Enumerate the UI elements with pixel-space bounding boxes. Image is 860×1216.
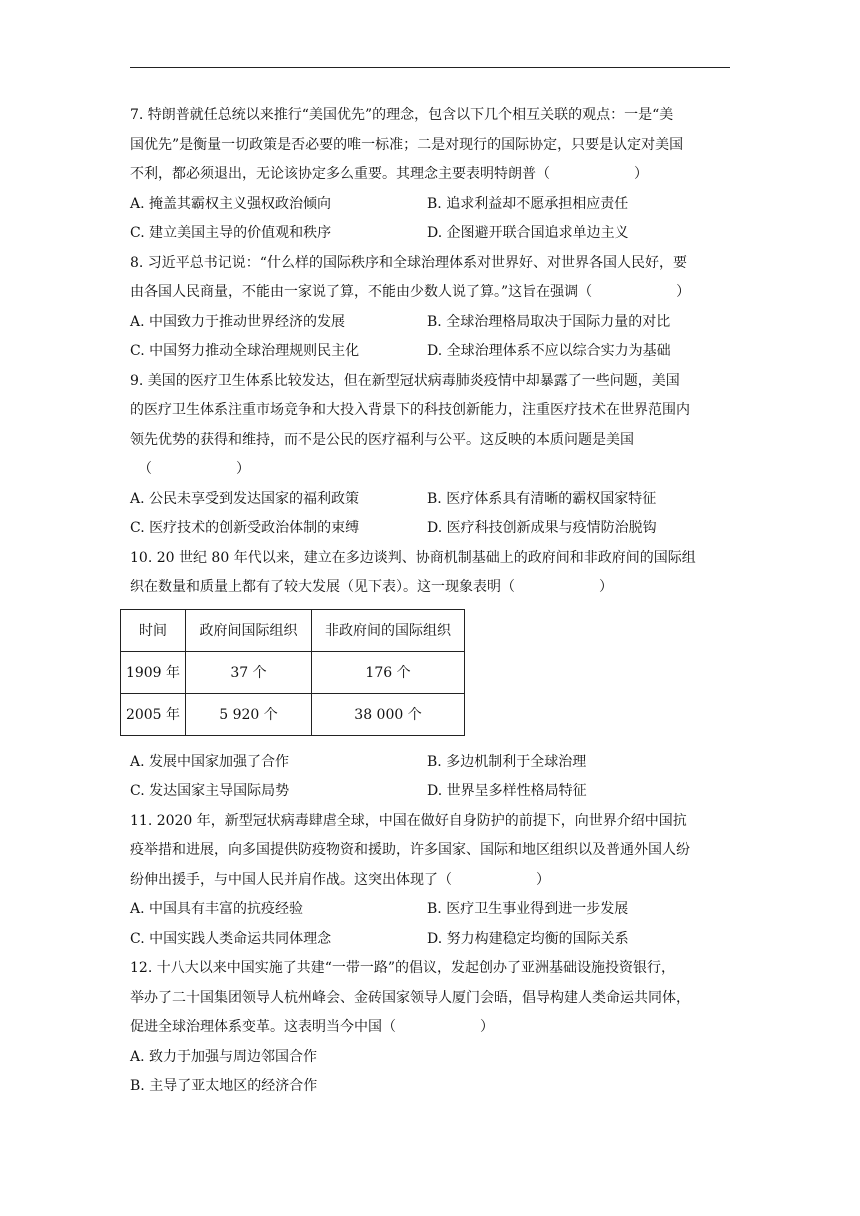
question-7	[130, 101, 730, 249]
option-b[interactable]: B. 多边机制利于全球治理	[427, 753, 587, 770]
option-d[interactable]: D. 努力构建稳定均衡的国际关系	[427, 930, 629, 947]
question-text: （ ）	[138, 461, 250, 477]
question-text: 不利，都必须退出，无论该协定多么重要。其理念主要表明特朗普（ ）	[130, 166, 648, 182]
question-text: 的医疗卫生体系注重市场竞争和大投入背景下的科技创新能力，注重医疗技术在世界范围内	[130, 402, 690, 418]
question-text: 国优先”是衡量一切政策是否必要的唯一标准；二是对现行的国际协定，只要是认定对美国	[130, 136, 684, 153]
option-c[interactable]: C. 建立美国主导的价值观和秩序	[130, 225, 332, 241]
header-rule	[130, 67, 730, 68]
option-row	[130, 925, 730, 955]
option-c[interactable]: C. 发达国家主导国际局势	[130, 783, 290, 799]
question-sheet	[125, 101, 730, 1102]
question-text: 12. 十八大以来中国实施了共建“一带一路”的倡议，发起创办了亚洲基础设施投资银行，	[130, 960, 676, 976]
table-header: 政府间国际组织	[186, 609, 312, 651]
org-count-table	[120, 609, 465, 736]
option-a[interactable]: A. 掩盖其霸权主义强权政治倾向	[130, 195, 332, 212]
table-cell: 1909 年	[121, 651, 186, 693]
question-text: 织在数量和质量上都有了较大发展（见下表）。这一现象表明（ ）	[130, 579, 613, 595]
question-11	[130, 807, 730, 955]
question-text: 11. 2020 年，新型冠状病毒肆虐全球，中国在做好自身防护的前提下，向世界介绍中国抗	[130, 812, 687, 829]
option-row	[130, 748, 730, 778]
option-b[interactable]: B. 追求利益却不愿承担相应责任	[427, 195, 629, 212]
table-row	[121, 651, 465, 693]
option-b[interactable]: B. 全球治理格局取决于国际力量的对比	[427, 313, 671, 330]
table-cell: 37 个	[186, 651, 312, 693]
question-text: 9. 美国的医疗卫生体系比较发达，但在新型冠状病毒肺炎疫情中却暴露了一些问题，美国	[130, 372, 680, 389]
option-b[interactable]: B. 主导了亚太地区的经济合作	[130, 1078, 318, 1094]
option-c[interactable]: C. 中国实践人类命运共同体理念	[130, 930, 332, 947]
question-8	[130, 249, 730, 367]
question-text: 举办了二十国集团领导人杭州峰会、金砖国家领导人厦门会晤，倡导构建人类命运共同体，	[130, 989, 690, 1006]
option-d[interactable]: D. 世界呈多样性格局特征	[427, 783, 587, 799]
option-a[interactable]: A. 发展中国家加强了合作	[130, 753, 290, 770]
table-cell: 5 920 个	[186, 693, 312, 735]
question-12	[130, 954, 730, 1102]
table-header: 时间	[121, 609, 186, 651]
question-text: 10. 20 世纪 80 年代以来，建立在多边谈判、协商机制基础上的政府间和非政府间的国际组	[130, 549, 696, 566]
table-cell: 2005 年	[121, 693, 186, 735]
option-row	[130, 190, 730, 220]
option-row	[130, 485, 730, 515]
table-row	[121, 693, 465, 735]
option-row	[130, 337, 730, 367]
option-row	[130, 895, 730, 925]
table-cell: 38 000 个	[312, 693, 465, 735]
question-text: 8. 习近平总书记说：“什么样的国际秩序和全球治理体系对世界好、对世界各国人民好，要	[130, 254, 687, 271]
option-b[interactable]: B. 医疗卫生事业得到进一步发展	[427, 901, 629, 917]
option-d[interactable]: D. 医疗科技创新成果与疫情防治脱钩	[427, 520, 657, 536]
question-text: 促进全球治理体系变革。这表明当今中国（ ）	[130, 1019, 494, 1035]
question-text: 纷伸出援手，与中国人民并肩作战。这突出体现了（ ）	[130, 871, 550, 888]
option-row	[130, 219, 730, 249]
question-10	[125, 544, 730, 807]
option-a[interactable]: A. 公民未享受到发达国家的福利政策	[130, 490, 360, 507]
table-header-row	[121, 609, 465, 651]
option-c[interactable]: C. 医疗技术的创新受政治体制的束缚	[130, 520, 360, 536]
option-row	[130, 777, 730, 807]
option-row	[130, 308, 730, 338]
question-text: 领先优势的获得和维持，而不是公民的医疗福利与公平。这反映的本质问题是美国	[130, 431, 634, 448]
option-a[interactable]: A. 中国具有丰富的抗疫经验	[130, 901, 304, 917]
table-header: 非政府间的国际组织	[312, 609, 465, 651]
option-b[interactable]: B. 医疗体系具有清晰的霸权国家特征	[427, 490, 657, 507]
question-text: 由各国人民商量，不能由一家说了算，不能由少数人说了算。”这旨在强调（ ）	[130, 284, 691, 300]
question-9	[130, 367, 730, 544]
question-text: 疫举措和进展，向多国提供防疫物资和援助，许多国家、国际和地区组织以及普通外国人纷	[130, 842, 690, 858]
option-d[interactable]: D. 企图避开联合国追求单边主义	[427, 225, 629, 241]
question-text: 7. 特朗普就任总统以来推行“美国优先”的理念，包含以下几个相互关联的观点：一是“美	[130, 107, 674, 123]
option-d[interactable]: D. 全球治理体系不应以综合实力为基础	[427, 343, 671, 359]
option-a[interactable]: A. 致力于加强与周边邻国合作	[130, 1048, 318, 1065]
option-row	[130, 514, 730, 544]
option-c[interactable]: C. 中国努力推动全球治理规则民主化	[130, 343, 360, 359]
table-cell: 176 个	[312, 651, 465, 693]
option-a[interactable]: A. 中国致力于推动世界经济的发展	[130, 313, 346, 330]
